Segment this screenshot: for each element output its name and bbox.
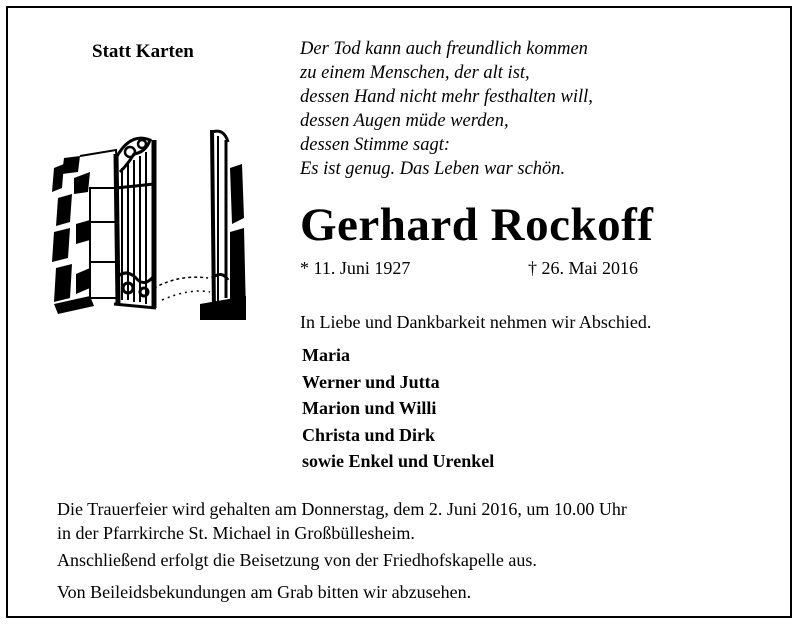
quote-line: Es ist genug. Das Leben war schön. (300, 159, 566, 179)
funeral-service-info (57, 498, 627, 545)
quote-line: Der Tod kann auch freundlich kommen (300, 39, 588, 59)
mourners-list (302, 342, 494, 475)
quote-line: dessen Hand nicht mehr festhalten will, (300, 87, 593, 107)
mourner-entry: Werner und Jutta (302, 371, 440, 392)
statt-karten-label: Statt Karten (92, 41, 194, 62)
quote-line: dessen Augen müde werden, (300, 111, 509, 131)
mourner-entry: Marion und Willi (302, 398, 437, 418)
farewell-intro: In Liebe und Dankbarkeit nehmen wir Abschied. (300, 312, 652, 332)
mourner-entry: Christa und Dirk (302, 424, 436, 445)
open-garden-gate-icon (50, 128, 246, 320)
memorial-quote (300, 37, 593, 181)
death-date: † 26. Mai 2016 (528, 258, 638, 278)
deceased-name: Gerhard Rockoff (300, 199, 654, 251)
mourner-entry: Maria (302, 345, 350, 365)
service-line: in der Pfarrkirche St. Michael in Großbüllesheim. (57, 522, 415, 543)
birth-date: * 11. Juni 1927 (300, 258, 411, 278)
burial-info: Anschließend erfolgt die Beisetzung von der Friedhofskapelle aus. (57, 550, 537, 570)
service-line: Die Trauerfeier wird gehalten am Donnerstag, dem 2. Juni 2016, um 10.00 Uhr (57, 499, 627, 519)
quote-line: dessen Stimme sagt: (300, 135, 451, 155)
quote-line: zu einem Menschen, der alt ist, (300, 63, 530, 83)
condolence-request: Von Beileidsbekundungen am Grab bitten wir abzusehen. (57, 582, 472, 602)
mourner-entry: sowie Enkel und Urenkel (302, 451, 495, 471)
